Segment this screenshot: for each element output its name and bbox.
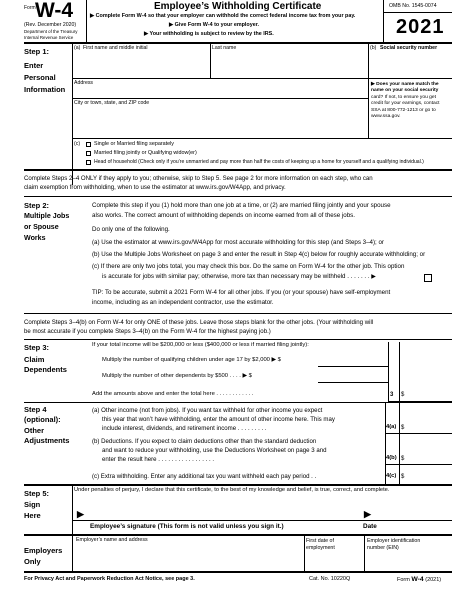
form-title: Employee’s Withholding Certificate [154,1,322,12]
last-name-field[interactable]: Last name [212,45,237,51]
ssn-note: ▶ Does your name match the name on your social security card? If not, to ensure you get credit for your earnings, contact SSA at 800-772-1213 or go to www.ssa.gov. [371,82,440,120]
children-amount-field[interactable] [318,366,388,367]
notice-steps-2-4: Complete Steps 2–4 ONLY if they apply to you; otherwise, skip to Step 5. See page 2 for more information on each step, who can claim exemption from withholding, when to use the estimator at www.irs.gov/W4App, and privacy. [24,175,373,191]
tax-year: 2021 [396,16,445,38]
step3-label: Step 3: [24,343,50,352]
form-number: W-4 [35,0,74,22]
privacy-notice: For Privacy Act and Paperwork Reduction Act Notice, see page 3. [24,576,195,582]
date-label: Date [363,523,377,530]
step2-title: Multiple Jobs [24,212,70,220]
first-date-field[interactable]: First date of employment [306,538,335,551]
perjury-statement: Under penalties of perjury, I declare that this certificate, to the best of my knowledge and belief, is true, correct, and complete. [74,487,390,493]
signature-label: Employee’s signature (This form is not valid unless you sign it.) [90,523,284,530]
extra-withholding-text: (c) Extra withholding. Enter any additional tax you want withheld each pay period . . [92,473,317,480]
step4-label: Step 4 [24,405,47,414]
step5-title: Sign [24,500,41,509]
address-field[interactable]: Address [74,80,94,86]
mfj-checkbox[interactable] [86,151,91,156]
other-income-text: (a) Other income (not from jobs). If you want tax withheld for other income you expect this year that won’t have withholding, enter the amount of other income here. This may include interest, dividends, and retirement income . . . . . . . . . [92,407,335,433]
signature-field[interactable] [86,508,376,519]
step1-title: Enter [24,61,44,70]
qualifying-children-line: Multiply the number of qualifying children under age 17 by $2,000 ▶ $ [102,357,281,363]
hoh-option: Head of household (Check only if you’re unmarried and pay more than half the costs of keeping up a home for yourself and a qualifying individual.) [94,159,424,165]
step2-body: Complete this step if you (1) hold more than one job at a time, or (2) are married filing jointly and your spouse also works. The correct amount of withholding depends on income earned from all of these jobs. Do only one of the following. (a) Use the estimator at www.irs.gov/W4App for most accurate withholding for this step (and Steps 3–4); or (b) Use the Multiple Jobs Worksheet on page 3 and enter the result in Step 4(c) below for roughly accurate withholding; or (c) If there are only two jobs total, you may check this box. Do the same on Form W-4 for the other job. This option is accurate for jobs with similar pay; otherwise, more tax than necessary may be withheld . . . . . . . ▶ TIP: To be accurate, submit a 2021 Form W-4 for all other jobs. If you (or your spouse) have self-employment income, including as an independent contractor, use the estimator. [92,202,426,306]
agency: Internal Revenue Service [24,35,74,40]
form-label: Form [24,5,36,11]
step1-label: Step 1: [24,47,50,56]
other-dependents-amount-field[interactable] [318,382,388,383]
employer-name-field[interactable]: Employer’s name and address [76,537,148,543]
other-income-field[interactable] [385,433,452,434]
employers-title: Employers [24,546,63,555]
instruction-review: ▶ Your withholding is subject to review by the IRS. [144,31,274,37]
two-jobs-checkbox[interactable] [424,274,432,282]
footer-form-label: Form W-4 (2021) [397,576,442,583]
department: Department of the Treasury [24,29,78,34]
add-amounts-line: Add the amounts above and enter the total here . . . . . . . . . . . . [92,391,254,397]
revision-date: (Rev. December 2020) [24,22,77,28]
omb-number: OMB No. 1545-0074 [389,3,437,9]
city-state-zip-field[interactable]: City or town, state, and ZIP code [74,100,150,106]
ein-field[interactable]: Employer identification number (EIN) [367,538,421,551]
form-w4-page: Form W-4 (Rev. December 2020) Department of the Treasury Internal Revenue Service Employee’s Withholding Certificate ▶ Complete Form W-4 so that your employer can withhold the correct federal income tax from your pay. ▶ Give Form W-4 to your employer. ▶ Your withholding is subject to review by the IRS. OMB No. 1545-0074 2021 Step 1: Enter Personal Information (a) First name and middle initial Last name (b) Social security number Address City or town, state, and ZIP code ▶ Does your name match the name on your social security card? If not, to ensure you get credit for your earnings, contact SSA at 800-772-1213 or go to www.ssa.gov. (c) Single or Married filing separately Married filing jointly or Qualifying widow(er) Head of household (Check only if you’re unmarried and pay more than half the costs of keeping up a home for yourself and a qualifying individual.) Complete Steps 2–4 ONLY if they apply to you; otherwise, skip to Step 5. See page 2 for more information on each step, who can claim exemption from withholding, when to use the estimator at www.irs.gov/W4App, and privacy. Step 2: Multiple Jobs or Spouse Works Complete this step if you (1) hold more than one job at a time, or (2) are married filing jointly and your spouse also works. The correct amount of withholding depends on income earned from all of these jobs. Do only one of the following. (a) Use the estimator at www.irs.gov/W4App for most accurate withholding for this step (and Steps 3–4); or (b) Use the Multiple Jobs Worksheet on page 3 and enter the result in Step 4(c) below for roughly accurate withholding; or (c) If there are only two jobs total, you may check this box. Do the same on Form W-4 for the other job. This option is accurate for jobs with similar pay; otherwise, more tax than necessary may be withheld . . . . . . . ▶ TIP: To be accurate, submit a 2021 Form W-4 for all other jobs. If you (or your spouse) have self-employment income, including as an independent contractor, use the estimator. Complete Steps 3–4(b) on Form W-4 for only ONE of these jobs. Leave those steps blank for the other jobs. (Your withholding will be most accurate if you complete Steps 3–4(b) on the Form W-4 for the highest paying job.) Step 3: Claim Dependents If your total income will be $200,000 or less ($400,000 or less if married filing jointly): Multiply the number of qualifying children under age 17 by $2,000 ▶ $ Multiply the number of other dependents by $500 . . . . ▶ $ Add the amounts above and enter the total here . . . . . . . . . . . . 3 $ Step 4 (optional): Other Adjustments (a) Other income (not from jobs). If you want tax withheld for other income you expect this year that won’t have withholding, enter the amount of other income here. This may include interest, dividends, and retirement income . . . . . . . . . (b) Deductions. If you expect to claim deductions other than the standard deduction and want to reduce your withholding, use the Deductions Worksheet on page 3 and enter the result here . . . . . . . . . . . . . . . . . (c) Extra withholding. Enter any additional tax you want withheld each pay period . . 4(a) $ 4(b) $ 4(c) $ Step 5: Sign Here Under penalties of perjury, I declare that this certificate, to the best of my knowledge and belief, is true, correct, and complete. ▶ ▶ Employee’s signature (This form is not valid unless you sign it.) Date Employers Only Employer’s name and address First date of employment Employer identification number (EIN) For Privacy Act and Paperwork Reduction Act Notice, see page 3. Cat. No. 10220Q Form W-4 (2021) [24,0,452,613]
ssn-field[interactable]: Social security number [380,45,438,51]
step2-label: Step 2: [24,201,50,210]
income-threshold: If your total income will be $200,000 or less ($400,000 or less if married filing jointly): [92,342,309,348]
notice-steps-3-4b: Complete Steps 3–4(b) on Form W-4 for only ONE of these jobs. Leave those steps blank for the other jobs. (Your withholding will be most accurate if you complete Steps 3–4(b) on the Form W-4 for the highest paying job.) [24,319,374,335]
instruction-give: ▶ Give Form W-4 to your employer. [169,22,260,28]
step4-title: Other [24,426,45,435]
first-name-field[interactable]: First name and middle initial [83,45,148,51]
single-option: Single or Married filing separately [94,141,174,147]
catalog-number: Cat. No. 10220Q [309,576,351,582]
hoh-checkbox[interactable] [86,160,91,165]
mfj-option: Married filing jointly or Qualifying widow(er) [94,150,197,156]
instruction-complete: ▶ Complete Form W-4 so that your employer can withhold the correct federal income tax from your pay. [90,13,356,19]
other-dependents-line: Multiply the number of other dependents by $500 . . . . ▶ $ [102,373,252,379]
step5-label: Step 5: [24,489,50,498]
deductions-text: (b) Deductions. If you expect to claim deductions other than the standard deduction and want to reduce your withholding, use the Deductions Worksheet on page 3 and enter the result here . . . . . . . . . . . . . . . . . [92,438,327,464]
step3-title: Claim [24,355,45,364]
single-checkbox[interactable] [86,142,91,147]
deductions-field[interactable] [385,464,452,465]
